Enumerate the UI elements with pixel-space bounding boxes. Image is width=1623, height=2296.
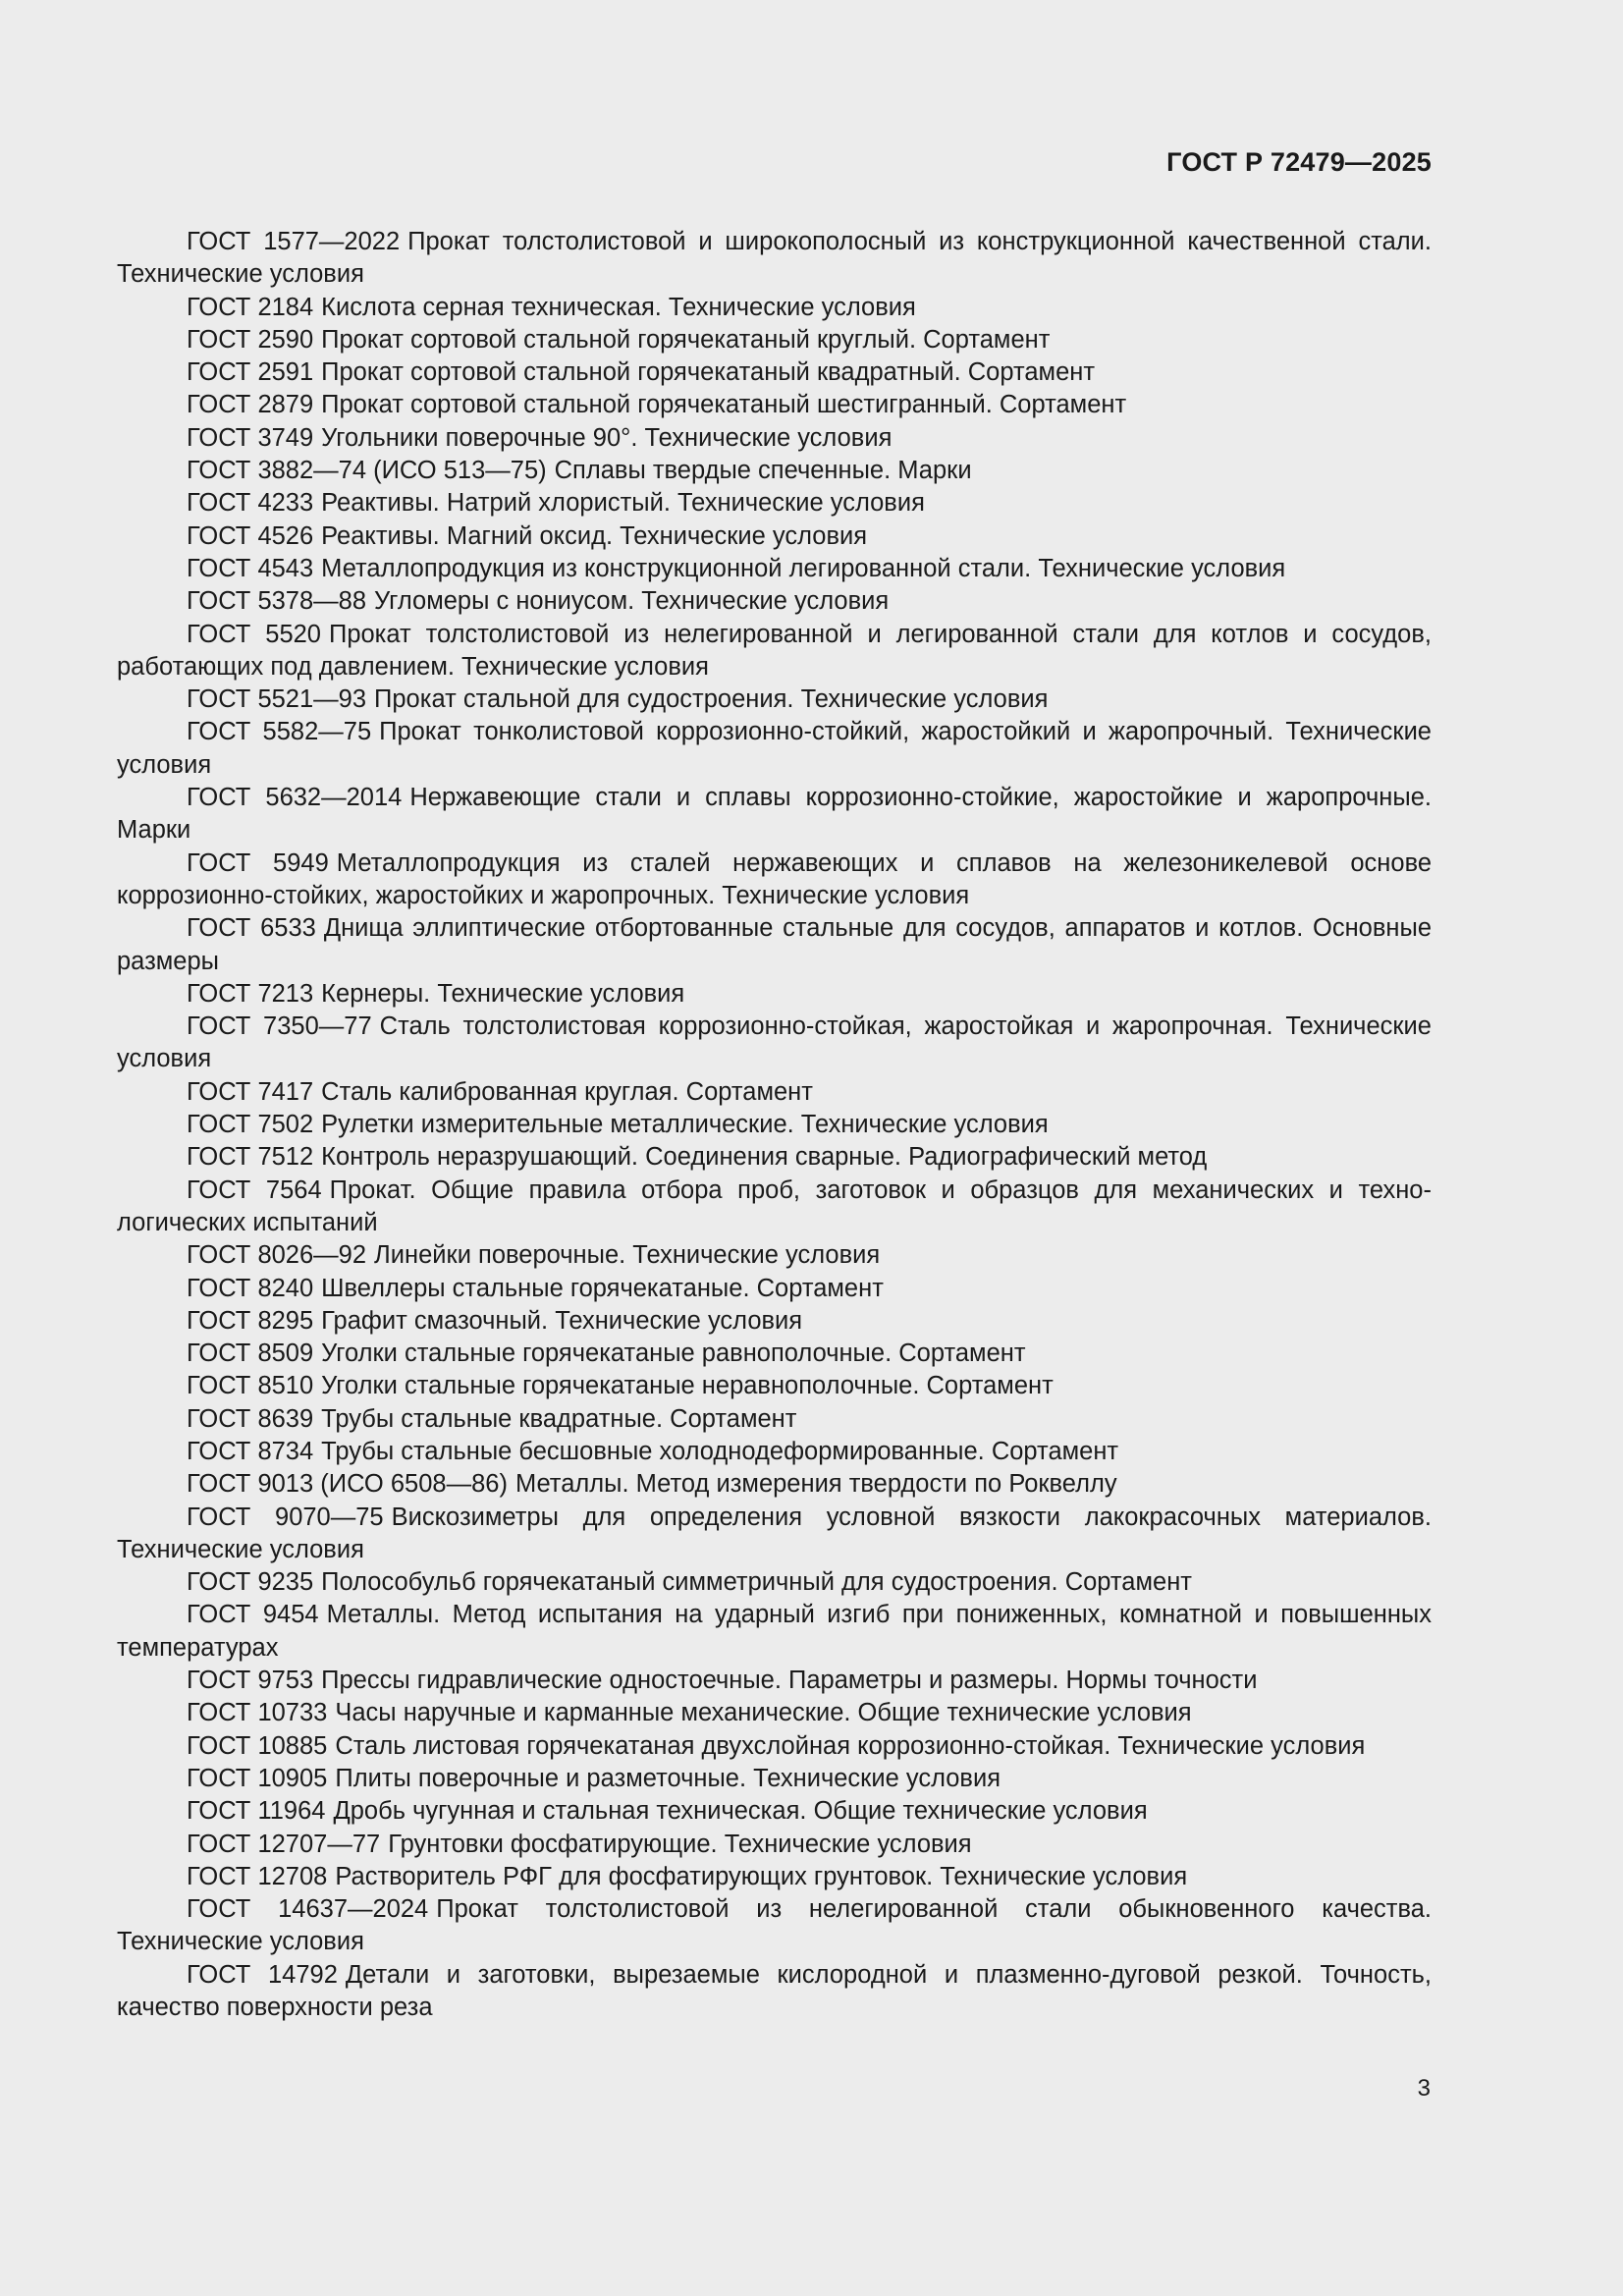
reference-item	[117, 226, 1432, 292]
reference-item	[117, 1273, 1432, 1305]
reference-code: ГОСТ 4526	[187, 521, 314, 550]
reference-title: Растворитель РФГ для фосфатирующих грунтовок. Технические условия	[335, 1862, 1188, 1890]
reference-title: Кернеры. Технические условия	[321, 979, 685, 1008]
reference-item	[117, 1305, 1432, 1338]
reference-title: Грунтовки фосфатирующие. Технические условия	[388, 1830, 972, 1858]
reference-title: Металлы. Метод измерения твердости по Роквеллу	[514, 1470, 1117, 1499]
reference-title: Днища эллиптические отбортованные стальные для сосудов, аппаратов и котлов. Основные размеры	[117, 914, 1432, 975]
reference-code: ГОСТ 4233	[187, 489, 314, 518]
reference-title: Прокат толстолистовой из нелегированной и легированной стали для котлов и сосудов, работающих под давлением. Технические условия	[117, 620, 1432, 681]
reference-item	[117, 1763, 1432, 1795]
reference-title: Уголки стальные горячекатаные равнополочные. Сортамент	[321, 1339, 1026, 1368]
reference-title: Рулетки измерительные металлические. Технические условия	[321, 1111, 1049, 1139]
reference-title: Угольники поверочные 90°. Технические условия	[321, 423, 893, 452]
reference-title: Нержавеющие стали и сплавы коррозионно-стойкие, жаростойкие и жаропрочные. Марки	[117, 784, 1432, 845]
reference-code: ГОСТ 3749	[187, 423, 314, 452]
reference-code: ГОСТ 2879	[187, 391, 314, 419]
reference-item	[117, 487, 1432, 519]
reference-code: ГОСТ 9753	[187, 1667, 314, 1695]
reference-code: ГОСТ 5521—93	[187, 685, 367, 714]
reference-code: ГОСТ 7564	[187, 1175, 322, 1204]
reference-code: ГОСТ 5632—2014	[187, 784, 403, 812]
reference-code: ГОСТ 5520	[187, 620, 321, 648]
reference-title: Трубы стальные квадратные. Сортамент	[321, 1404, 797, 1433]
reference-code: ГОСТ 10905	[187, 1764, 328, 1792]
reference-title: Сплавы твердые спеченные. Марки	[554, 457, 972, 485]
reference-title: Реактивы. Натрий хлористый. Технические условия	[321, 489, 925, 518]
reference-item	[117, 1861, 1432, 1893]
reference-item	[117, 1468, 1432, 1501]
reference-item	[117, 1730, 1432, 1763]
reference-item	[117, 1403, 1432, 1436]
reference-code: ГОСТ 8240	[187, 1274, 314, 1302]
reference-code: ГОСТ 5949	[187, 848, 329, 877]
reference-title: Дробь чугунная и стальная техническая. Общие технические условия	[333, 1797, 1148, 1826]
reference-code: ГОСТ 7350—77	[187, 1012, 372, 1041]
reference-item	[117, 389, 1432, 421]
reference-code: ГОСТ 11964	[187, 1797, 326, 1826]
reference-code: ГОСТ 12707—77	[187, 1830, 381, 1858]
reference-code: ГОСТ 1577—2022	[187, 228, 401, 255]
reference-item	[117, 1436, 1432, 1468]
reference-code: ГОСТ 7213	[187, 979, 314, 1008]
reference-item	[117, 1076, 1432, 1109]
reference-item	[117, 1239, 1432, 1272]
reference-code: ГОСТ 5378—88	[187, 587, 367, 616]
reference-title: Металлы. Метод испытания на ударный изгиб при пониженных, комнатной и повышенных температурах	[117, 1601, 1432, 1662]
reference-code: ГОСТ 2591	[187, 358, 314, 387]
reference-item	[117, 1697, 1432, 1729]
reference-title: Швеллеры стальные горячекатаные. Сортамент	[321, 1274, 884, 1302]
reference-code: ГОСТ 7512	[187, 1143, 314, 1172]
reference-title: Полособульб горячекатаный симметричный для судостроения. Сортамент	[321, 1568, 1192, 1597]
reference-code: ГОСТ 10885	[187, 1731, 328, 1760]
reference-item	[117, 1175, 1432, 1240]
reference-code: ГОСТ 4543	[187, 554, 314, 582]
reference-code: ГОСТ 3882—74 (ИСО 513—75)	[187, 457, 547, 485]
reference-code: ГОСТ 10733	[187, 1699, 328, 1727]
reference-item	[117, 683, 1432, 716]
reference-title: Плиты поверочные и разметочные. Технические условия	[335, 1764, 1001, 1792]
reference-item	[117, 782, 1432, 847]
reference-code: ГОСТ 8510	[187, 1372, 314, 1400]
reference-title: Металлопродукция из сталей нержавеющих и сплавов на железоникелевой основе коррозионно-стойких, жаростойких и жаропрочных. Технические условия	[117, 848, 1433, 909]
reference-code: ГОСТ 8026—92	[187, 1241, 367, 1270]
reference-code: ГОСТ 14792	[187, 1960, 338, 1989]
reference-item	[117, 619, 1432, 684]
reference-item	[117, 1566, 1432, 1599]
reference-item	[117, 356, 1432, 389]
reference-item	[117, 912, 1432, 978]
reference-title: Сталь листовая горячекатаная двухслойная коррозионно-стойкая. Технические условия	[335, 1731, 1366, 1760]
reference-code: ГОСТ 8509	[187, 1339, 314, 1368]
reference-title: Металлопродукция из конструкционной легированной стали. Технические условия	[321, 554, 1286, 582]
reference-title: Реактивы. Магний оксид. Технические условия	[321, 521, 868, 550]
reference-code: ГОСТ 14637—2024	[187, 1895, 429, 1924]
reference-code: ГОСТ 9013 (ИСО 6508—86)	[187, 1470, 508, 1499]
reference-item	[117, 455, 1432, 487]
reference-item	[117, 1795, 1432, 1828]
reference-code: ГОСТ 8639	[187, 1404, 314, 1433]
reference-code: ГОСТ 5582—75	[187, 718, 372, 746]
reference-title: Контроль неразрушающий. Соединения сварные. Радиографический метод	[321, 1143, 1208, 1172]
reference-code: ГОСТ 9454	[187, 1601, 319, 1629]
reference-title: Детали и заготовки, вырезаемые кислородной и плазменно-дуговой резкой. Точность, качество поверхности реза	[117, 1960, 1432, 2022]
page-number: 3	[1417, 2075, 1431, 2102]
reference-item	[117, 1370, 1432, 1402]
reference-title: Часы наручные и карманные механические. Общие технические условия	[335, 1699, 1192, 1727]
reference-item	[117, 1665, 1432, 1697]
reference-item	[117, 1959, 1432, 2025]
reference-title: Прокат тонколистовой коррозионно-стойкий, жаростойкий и жаропрочный. Технические условия	[117, 718, 1432, 779]
reference-title: Уголки стальные горячекатаные неравнополочные. Сортамент	[321, 1372, 1054, 1400]
reference-title: Прокат сортовой стальной горячекатаный квадратный. Сортамент	[321, 358, 1096, 387]
reference-title: Прокат сортовой стальной горячекатаный круглый. Сортамент	[321, 325, 1051, 354]
reference-code: ГОСТ 2590	[187, 325, 314, 354]
reference-item	[117, 1599, 1432, 1665]
reference-item	[117, 520, 1432, 553]
reference-item	[117, 1338, 1432, 1370]
reference-item	[117, 716, 1432, 782]
reference-code: ГОСТ 12708	[187, 1862, 328, 1890]
reference-title: Сталь толстолистовая коррозионно-стойкая, жаростойкая и жаропрочная. Технические условия	[117, 1012, 1432, 1073]
reference-item	[117, 978, 1432, 1011]
reference-item	[117, 585, 1432, 618]
reference-item	[117, 1502, 1432, 1567]
reference-code: ГОСТ 9235	[187, 1568, 314, 1597]
reference-title: Линейки поверочные. Технические условия	[374, 1241, 881, 1270]
reference-code: ГОСТ 2184	[187, 293, 314, 321]
reference-title: Трубы стальные бесшовные холоднодеформированные. Сортамент	[321, 1437, 1119, 1465]
reference-code: ГОСТ 9070—75	[187, 1503, 384, 1531]
reference-item	[117, 324, 1432, 356]
reference-title: Кислота серная техническая. Технические условия	[321, 293, 916, 321]
reference-code: ГОСТ 6533	[187, 914, 316, 943]
reference-title: Прокат толстолистовой из нелегированной стали обыкновенного качества. Технические условия	[117, 1895, 1432, 1956]
reference-title: Прокат сортовой стальной горячекатаный шестигранный. Сортамент	[321, 391, 1127, 419]
normative-references-list	[117, 226, 1432, 2024]
reference-title: Прессы гидравлические одностоечные. Параметры и размеры. Нормы точности	[321, 1667, 1258, 1695]
reference-code: ГОСТ 8734	[187, 1437, 314, 1465]
reference-title: Прокат. Общие правила отбора проб, заготовок и образцов для механических и технологических испытаний	[117, 1175, 1432, 1236]
reference-item	[117, 1893, 1432, 1959]
reference-item	[117, 1141, 1432, 1174]
reference-title: Вискозиметры для определения условной вязкости лакокрасочных материалов. Технические условия	[117, 1503, 1432, 1563]
reference-title: Графит смазочный. Технические условия	[321, 1306, 803, 1335]
reference-item	[117, 1109, 1432, 1141]
reference-title: Сталь калиброванная круглая. Сортамент	[321, 1077, 813, 1106]
reference-item	[117, 422, 1432, 455]
reference-title: Прокат стальной для судостроения. Технические условия	[374, 685, 1049, 714]
document-id-header: ГОСТ Р 72479—2025	[1166, 147, 1432, 177]
reference-title: Угломеры с нониусом. Технические условия	[374, 587, 890, 616]
reference-item	[117, 847, 1432, 913]
reference-item	[117, 553, 1432, 585]
reference-code: ГОСТ 8295	[187, 1306, 314, 1335]
reference-item	[117, 1011, 1432, 1076]
reference-item	[117, 292, 1432, 324]
reference-code: ГОСТ 7417	[187, 1077, 314, 1106]
reference-title: Прокат толстолистовой и широкополосный из конструкционной качественной стали. Технические условия	[117, 228, 1432, 289]
reference-code: ГОСТ 7502	[187, 1111, 314, 1139]
reference-item	[117, 1829, 1432, 1861]
